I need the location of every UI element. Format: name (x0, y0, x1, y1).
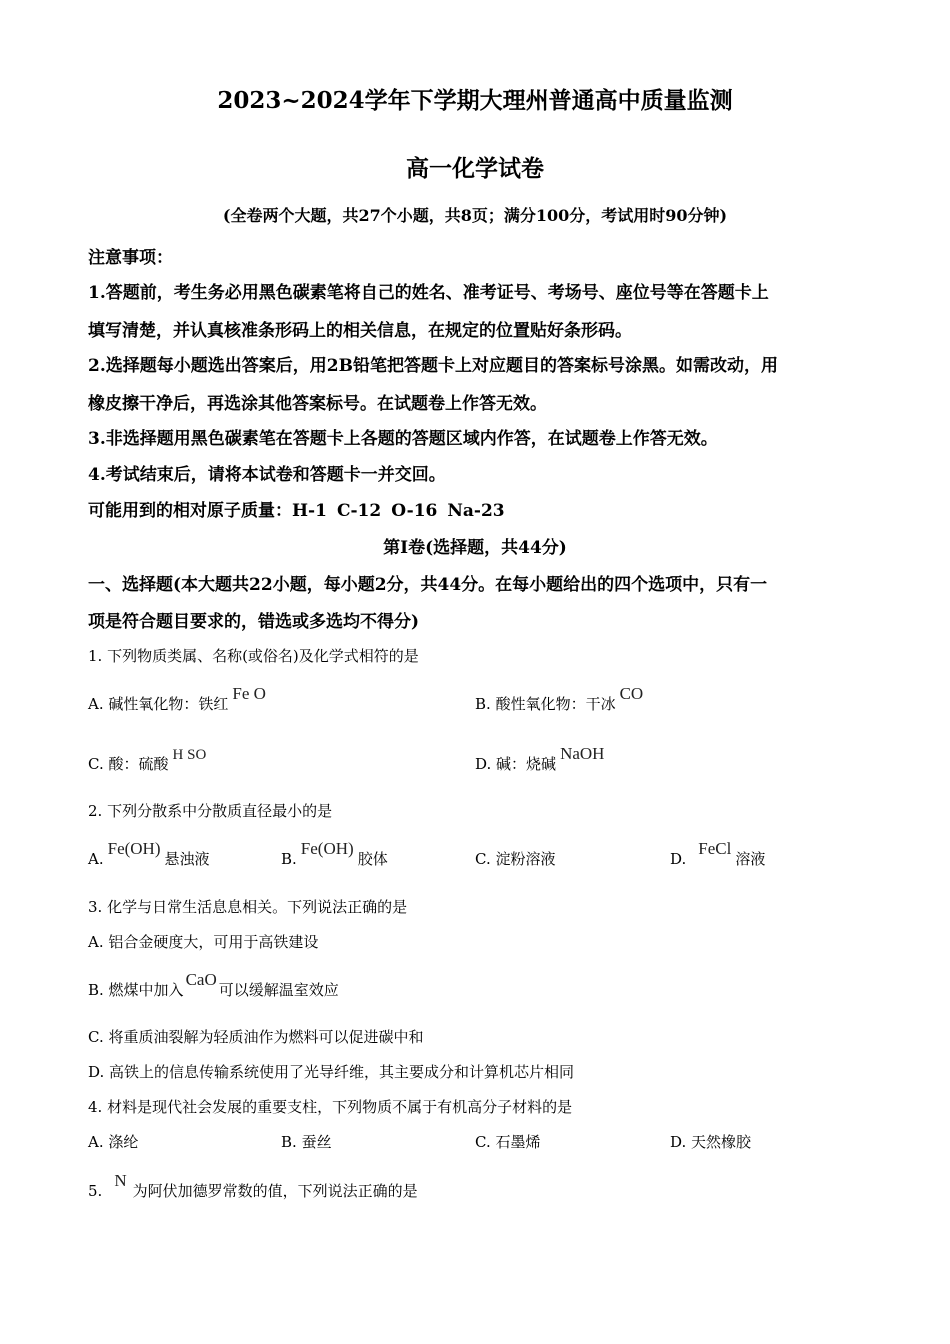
volume-title: 第I卷(选择题，共44分) (383, 538, 567, 558)
atomic-mass-h: H-1 (292, 501, 327, 521)
q1-option-c: C. 酸：硫酸 H SO (88, 747, 207, 773)
q4-option-a: A. 涤纶 (88, 1133, 139, 1151)
q4-stem: 4. 材料是现代社会发展的重要支柱，下列物质不属于有机高分子材料的是 (88, 1098, 573, 1116)
note-2-line-1: 2.选择题每小题选出答案后，用2B铅笔把答题卡上对应题目的答案标号涂黑。如需改动，用 (88, 356, 778, 376)
atomic-mass-o: O-16 (391, 501, 438, 521)
atomic-masses-label: 可能用到的相对原子质量： (88, 501, 292, 521)
notes-heading: 注意事项： (88, 248, 173, 268)
exam-subtitle: (全卷两个大题，共27个小题，共8页；满分100分，考试用时90分钟) (222, 206, 728, 225)
q4-option-c: C. 石墨烯 (475, 1133, 541, 1151)
q3-option-b: B. 燃煤中加入CaO可以缓解温室效应 (88, 970, 339, 999)
q1-b-formula: CO (619, 684, 644, 703)
q1-option-d: D. 碱：烧碱NaOH (475, 744, 605, 773)
exam-subject-title: 高一化学试卷 (406, 155, 544, 182)
part-heading-line-2: 项是符合题目要求的，错选或多选均不得分) (88, 612, 420, 632)
q3-option-a: A. 铝合金硬度大，可用于高铁建设 (88, 933, 319, 951)
q2-option-b: B.Fe(OH)胶体 (281, 839, 388, 868)
q4-option-d: D. 天然橡胶 (670, 1133, 752, 1151)
q1-c-formula: H SO (172, 747, 207, 763)
q2-option-d: D.FeCl溶液 (670, 839, 766, 868)
note-1-line-1: 1.答题前，考生务必用黑色碳素笔将自己的姓名、准考证号、考场号、座位号等在答题卡上 (88, 283, 769, 303)
q3-option-d: D. 高铁上的信息传输系统使用了光导纤维，其主要成分和计算机芯片相同 (88, 1063, 575, 1081)
atomic-masses (88, 496, 505, 521)
q2-a-formula: Fe(OH) (107, 839, 161, 858)
q5-stem: 5.N为阿伏加德罗常数的值，下列说法正确的是 (88, 1171, 418, 1200)
q3-stem: 3. 化学与日常生活息息相关。下列说法正确的是 (88, 898, 408, 916)
note-4: 4.考试结束后，请将本试卷和答题卡一并交回。 (88, 465, 446, 485)
part-heading-line-1: 一、选择题(本大题共22小题，每小题2分，共44分。在每小题给出的四个选项中，只有一 (88, 575, 768, 595)
q4-option-b: B. 蚕丝 (281, 1133, 332, 1151)
q3-option-c: C. 将重质油裂解为轻质油作为燃料可以促进碳中和 (88, 1028, 424, 1046)
q2-option-a: A.Fe(OH)悬浊液 (88, 839, 210, 868)
q1-a-formula: Fe O (232, 684, 266, 703)
q5-formula: N (114, 1171, 127, 1190)
q1-stem: 1. 下列物质类属、名称(或俗名)及化学式相符的是 (88, 647, 419, 665)
q1-option-a: A. 碱性氧化物：铁红Fe O (88, 684, 266, 713)
atomic-mass-c: C-12 (336, 501, 382, 521)
note-1-line-2: 填写清楚，并认真核准条形码上的相关信息，在规定的位置贴好条形码。 (88, 321, 632, 341)
note-3: 3.非选择题用黑色碳素笔在答题卡上各题的答题区域内作答，在试题卷上作答无效。 (88, 429, 718, 449)
q3-b-formula: CaO (185, 970, 217, 989)
q1-option-b: B. 酸性氧化物：干冰CO (475, 684, 644, 713)
q2-b-formula: Fe(OH) (300, 839, 354, 858)
q2-option-c: C. 淀粉溶液 (475, 850, 556, 868)
atomic-mass-na: Na-23 (447, 501, 505, 521)
q1-d-formula: NaOH (560, 744, 605, 763)
exam-title: 2023~2024学年下学期大理州普通高中质量监测 (217, 87, 733, 114)
q2-d-formula: FeCl (698, 839, 732, 858)
q2-stem: 2. 下列分散系中分散质直径最小的是 (88, 802, 333, 820)
note-2-line-2: 橡皮擦干净后，再选涂其他答案标号。在试题卷上作答无效。 (88, 394, 547, 414)
